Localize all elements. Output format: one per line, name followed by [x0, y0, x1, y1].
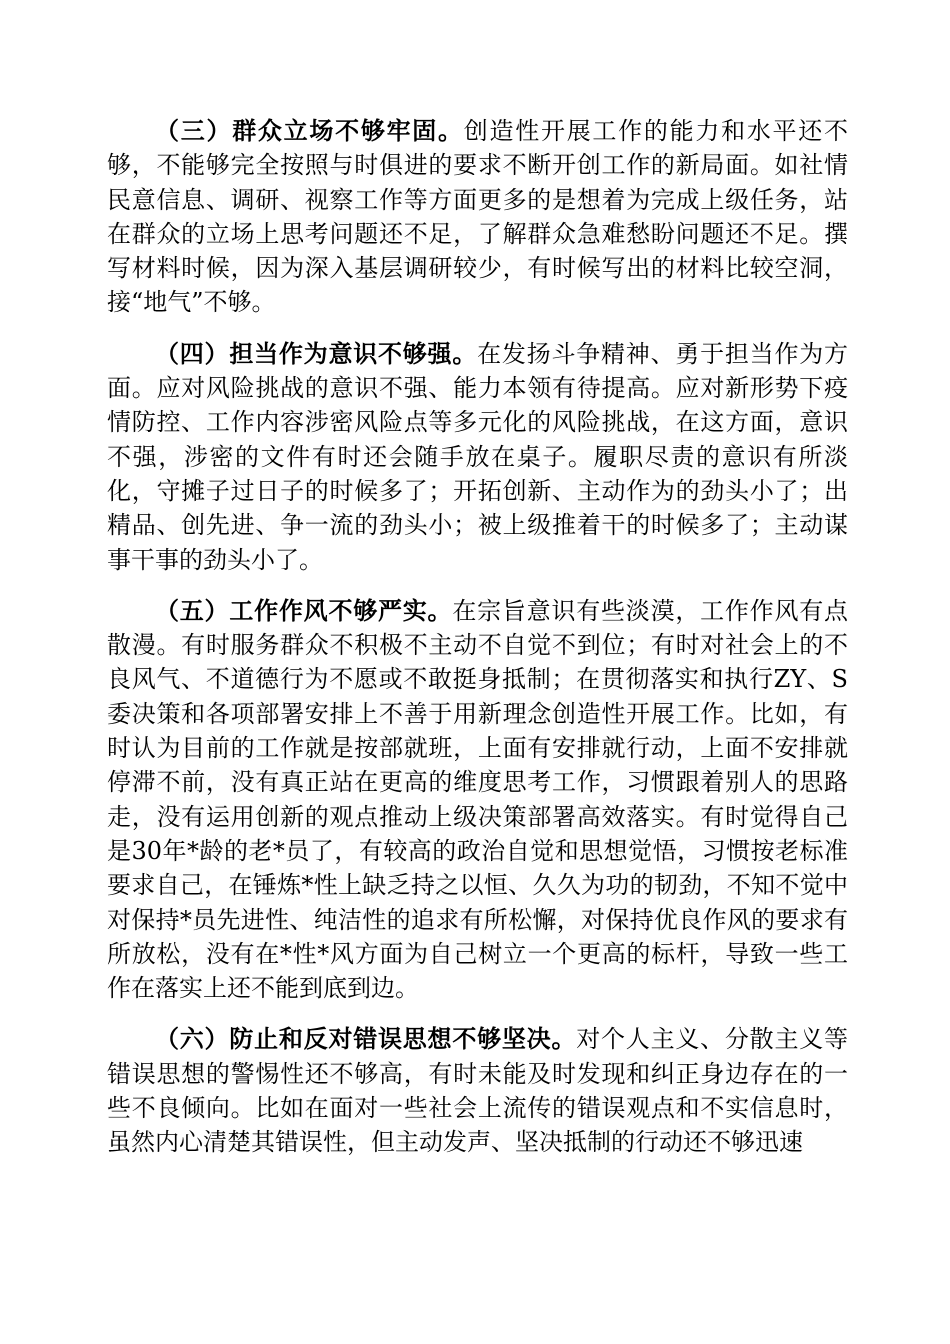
paragraph-work-style: [107, 594, 848, 1006]
paragraph-mass-stance: [107, 114, 848, 320]
paragraph-heading: （五）工作作风不够严实。: [155, 595, 453, 625]
paragraph-body: 对个人主义、分散主义等错误思想的警惕性还不够高，有时未能及时发现和纠正身边存在的一些不良倾向。比如在面对一些社会上流传的错误观点和不实信息时，虽然内心清楚其错误性，但主动发声、坚决抵制的行动还不够迅速: [107, 1025, 849, 1157]
paragraph-wrong-thoughts: [107, 1022, 848, 1159]
paragraph-body: 在发扬斗争精神、勇于担当作为方面。应对风险挑战的意识不强、能力本领有待提高。应对新形势下疫情防控、工作内容涉密风险点等多元化的风险挑战，在这方面，意识不强，涉密的文件有时还会随手放在桌子。履职尽责的意识有所淡化，守摊子过日子的时候多了；开拓创新、主动作为的劲头小了；出精品、创先进、争一流的劲头小；被上级推着干的时候多了；主动谋事干事的劲头小了。: [107, 339, 849, 574]
paragraph-responsibility: [107, 337, 848, 577]
paragraph-body: 创造性开展工作的能力和水平还不够，不能够完全按照与时俱进的要求不断开创工作的新局面。如社情民意信息、调研、视察工作等方面更多的是想着为完成上级任务，站在群众的立场上思考问题还不足，了解群众急难愁盼问题还不足。撰写材料时候，因为深入基层调研较少，有时候写出的材料比较空洞，接“地气”不够。: [107, 117, 849, 317]
paragraph-heading: （六）防止和反对错误思想不够坚决。: [155, 1024, 577, 1054]
document-page: [107, 114, 848, 1177]
paragraph-body: 在宗旨意识有些淡漠，工作作风有点散漫。有时服务群众不积极不主动不自觉不到位；有时对社会上的不良风气、不道德行为不愿或不敢挺身抵制；在贯彻落实和执行ZY、S委决策和各项部署安排上不善于用新理念创造性开展工作。比如，有时认为目前的工作就是按部就班，上面有安排就行动，上面不安排就停滞不前，没有真正站在更高的维度思考工作，习惯跟着别人的思路走，没有运用创新的观点推动上级决策部署高效落实。有时觉得自己是30年*龄的老*员了，有较高的政治自觉和思想觉悟，习惯按老标准要求自己，在锤炼*性上缺乏持之以恒、久久为功的韧劲，不知不觉中对保持*员先进性、纯洁性的追求有所松懈，对保持优良作风的要求有所放松，没有在*性*风方面为自己树立一个更高的标杆，导致一些工作在落实上还不能到底到边。: [107, 596, 849, 1003]
paragraph-heading: （四）担当作为意识不够强。: [155, 338, 478, 368]
paragraph-heading: （三）群众立场不够牢固。: [155, 116, 464, 145]
